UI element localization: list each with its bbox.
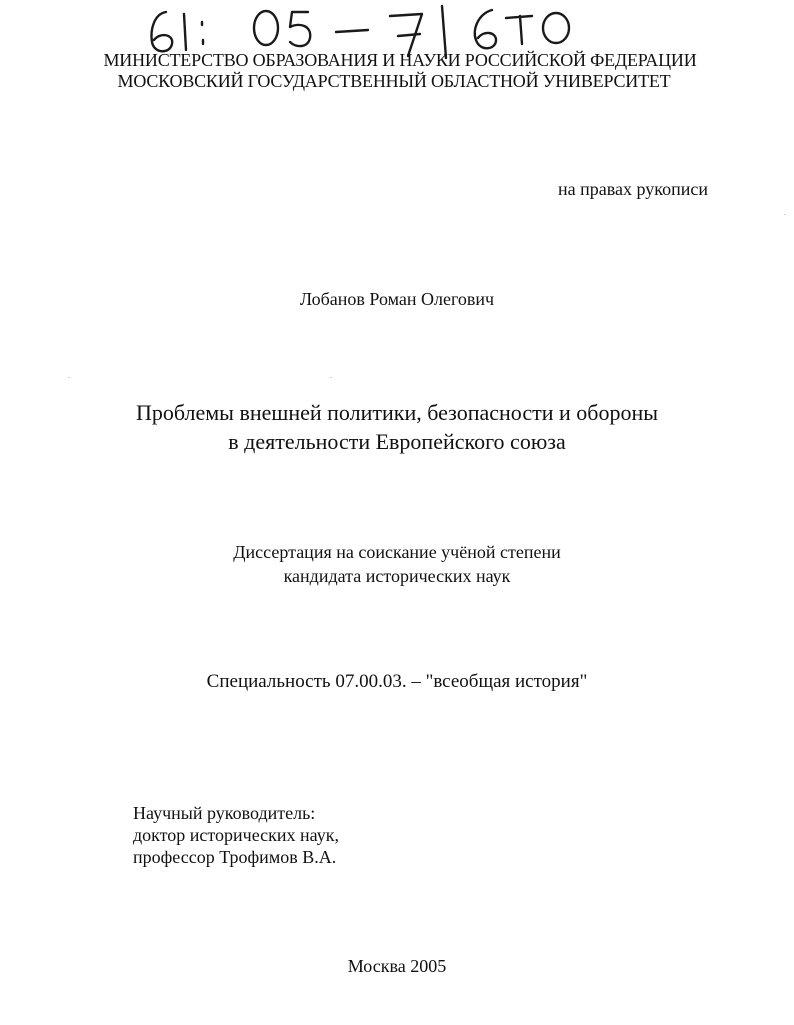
title-line-2: в деятельности Европейского союза <box>228 429 566 454</box>
specialty-line: Специальность 07.00.03. – "всеобщая история" <box>206 671 588 692</box>
dissertation-title <box>0 398 794 456</box>
supervisor-line-2: доктор исторических наук, <box>133 825 339 845</box>
degree-statement <box>0 540 794 588</box>
scan-speck <box>68 377 70 378</box>
scientific-supervisor <box>133 802 339 868</box>
author-name: Лобанов Роман Олегович <box>299 289 495 309</box>
institution-header <box>0 50 794 92</box>
city-year: Москва 2005 <box>347 956 447 976</box>
university-name: МОСКОВСКИЙ ГОСУДАРСТВЕННЫЙ ОБЛАСТНОЙ УНИВЕРСИТЕТ <box>117 71 671 91</box>
supervisor-line-3: профессор Трофимов В.А. <box>133 847 337 867</box>
manuscript-note: на правах рукописи <box>558 179 708 199</box>
scan-speck <box>330 377 332 378</box>
degree-line-2: кандидата исторических наук <box>283 566 511 586</box>
scan-speck <box>784 214 786 215</box>
ministry-name: МИНИСТЕРСТВО ОБРАЗОВАНИЯ И НАУКИ РОССИЙСКОЙ ФЕДЕРАЦИИ <box>103 50 697 70</box>
degree-line-1: Диссертация на соискание учёной степени <box>233 542 561 562</box>
title-line-1: Проблемы внешней политики, безопасности и обороны <box>135 400 659 425</box>
supervisor-line-1: Научный руководитель: <box>133 803 316 823</box>
